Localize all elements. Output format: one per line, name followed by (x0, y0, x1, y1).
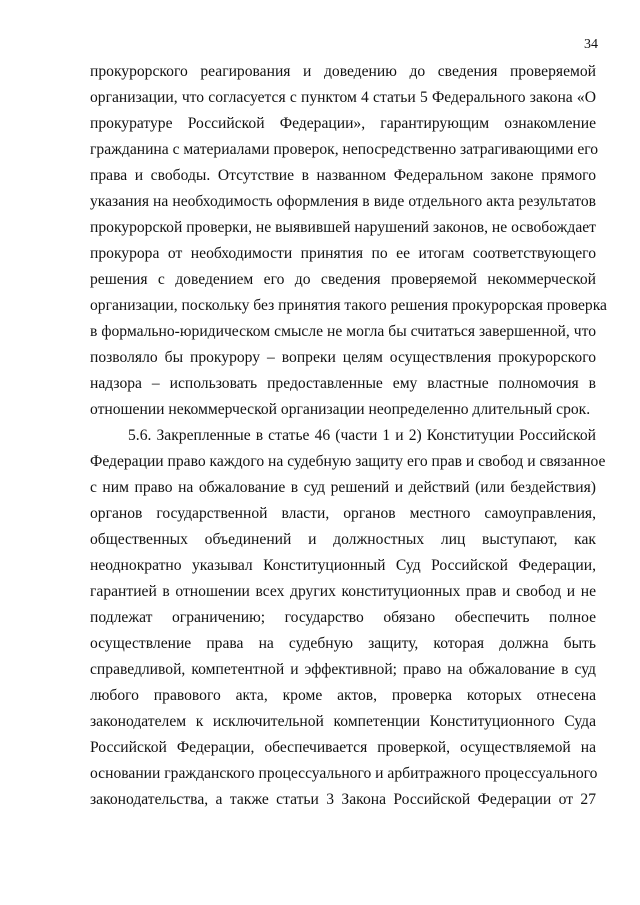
text-line: решения с доведением его до сведения проверяемой некоммерческой (90, 271, 596, 288)
text-line: общественных объединений и должностных лиц выступают, как (90, 531, 596, 548)
text-line: любого правового акта, кроме актов, проверка которых отнесена (90, 687, 596, 704)
text-line: надзора – использовать предоставленные ему властные полномочия в (90, 375, 596, 392)
text-line: гарантией в отношении всех других конституционных прав и свобод и не (90, 583, 596, 600)
page-number: 34 (584, 37, 598, 52)
text-line: с ним право на обжалование в суд решений и действий (или бездействия) (90, 479, 596, 496)
text-line: органов государственной власти, органов местного самоуправления, (90, 505, 596, 522)
text-line: прокурорской проверки, не выявившей нарушений законов, не освобождает (90, 219, 596, 236)
text-line: позволяло бы прокурору – вопреки целям осуществления прокурорского (90, 349, 596, 366)
text-line: неоднократно указывал Конституционный Суд Российской Федерации, (90, 557, 596, 574)
text-line: справедливой, компетентной и эффективной; право на обжалование в суд (90, 661, 596, 678)
text-line: указания на необходимость оформления в виде отдельного акта результатов (90, 193, 596, 210)
text-line: прокуратуре Российской Федерации», гарантирующим ознакомление (90, 115, 596, 132)
text-line: в формально-юридическом смысле не могла бы считаться завершенной, что (90, 323, 596, 340)
text-line: организации, что согласуется с пунктом 4 статьи 5 Федерального закона «О (90, 89, 596, 106)
text-line: гражданина с материалами проверок, непосредственно затрагивающими его (90, 141, 599, 158)
text-line: законодательства, а также статьи 3 Закона Российской Федерации от 27 (90, 791, 596, 808)
text-line: организации, поскольку без принятия такого решения прокурорская проверка (90, 297, 607, 314)
text-line: подлежат ограничению; государство обязано обеспечить полное (90, 609, 596, 626)
text-line: прокурорского реагирования и доведению до сведения проверяемой (90, 63, 596, 80)
text-line: законодателем к исключительной компетенции Конституционного Суда (90, 713, 596, 730)
text-line: права и свободы. Отсутствие в названном Федеральном законе прямого (90, 167, 596, 184)
text-line: Федерации право каждого на судебную защиту его прав и свобод и связанное (90, 453, 606, 470)
text-line: Российской Федерации, обеспечивается проверкой, осуществляемой на (90, 739, 596, 756)
text-line: прокурора от необходимости принятия по ее итогам соответствующего (90, 245, 596, 262)
paragraph-first-line: 5.6. Закрепленные в статье 46 (части 1 и 2) Конституции Российской (128, 427, 596, 444)
text-line: отношении некоммерческой организации неопределенно длительный срок. (90, 401, 591, 418)
text-line: основании гражданского процессуального и арбитражного процессуального (90, 765, 598, 782)
text-line: осуществление права на судебную защиту, которая должна быть (90, 635, 596, 652)
